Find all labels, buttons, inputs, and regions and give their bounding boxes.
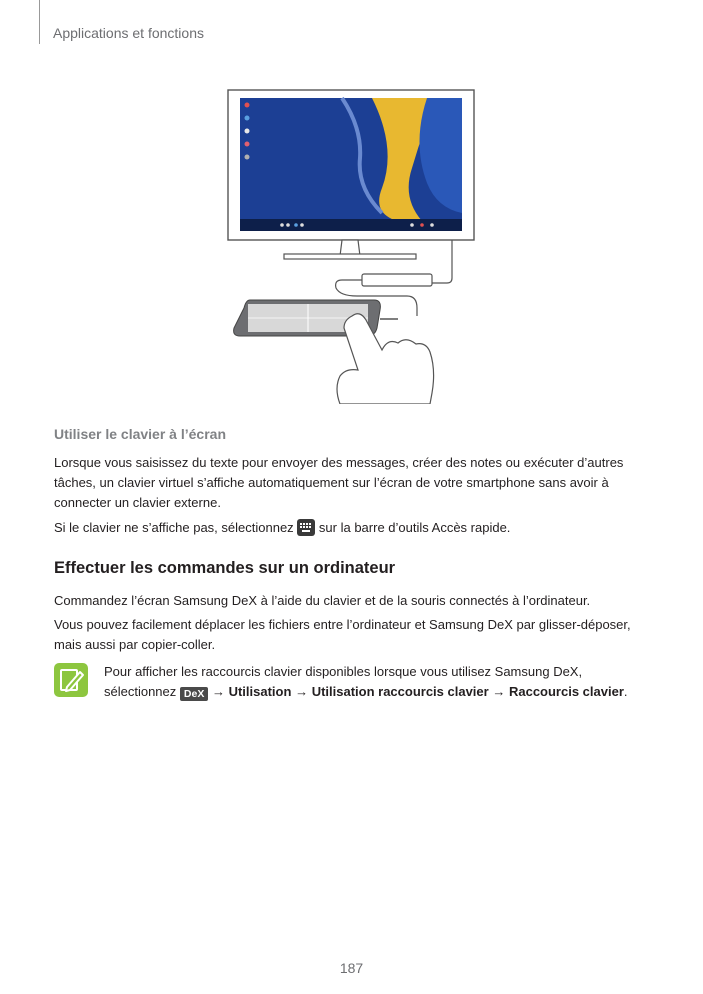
keyboard-icon [297, 519, 315, 536]
monitor-icon [228, 90, 474, 259]
header-title: Applications et fonctions [53, 25, 204, 41]
section1-para2-before: Si le clavier ne s’affiche pas, sélectionnez [54, 520, 294, 535]
section2-para2: Vous pouvez facilement déplacer les fichiers entre l’ordinateur et Samsung DeX par glisser-déposer, mais aussi par copier-coller. [54, 617, 631, 652]
monitor-phone-illustration [222, 88, 482, 404]
note-icon [54, 663, 88, 697]
note-text [104, 662, 664, 702]
section1-subheading: Utiliser le clavier à l’écran [54, 426, 226, 442]
note-step2: Utilisation raccourcis clavier [311, 684, 489, 699]
phone-icon [234, 300, 398, 336]
section1-para1: Lorsque vous saisissez du texte pour envoyer des messages, créer des notes ou exécuter d’autres tâches, un clavier virtuel s’affiche automatiquement sur l’écran de votre smartphone sans avoir à connecter un clavier externe. [54, 455, 624, 510]
hand-icon [337, 314, 434, 404]
section2-title: Effectuer les commandes sur un ordinateur [54, 559, 396, 577]
note-step1: Utilisation [228, 684, 292, 699]
section2-para1: Commandez l’écran Samsung DeX à l’aide du clavier et de la souris connectés à l’ordinateur. [54, 593, 591, 608]
note-line1: Pour afficher les raccourcis clavier disponibles lorsque vous utilisez Samsung DeX, [104, 664, 583, 679]
header-rule [39, 0, 40, 44]
dex-badge-icon: DeX [180, 687, 208, 701]
note-arrow2: → [295, 684, 309, 699]
note-step3: Raccourcis clavier [508, 684, 624, 699]
section1-para2 [54, 518, 654, 538]
section1-para2-after: sur la barre d’outils Accès rapide. [318, 520, 511, 535]
note-arrow3: → [492, 684, 506, 699]
note-end: . [623, 684, 628, 699]
page-number: 187 [339, 960, 364, 976]
note-arrow1: → [211, 684, 225, 699]
note-select-word: sélectionnez [104, 684, 177, 699]
